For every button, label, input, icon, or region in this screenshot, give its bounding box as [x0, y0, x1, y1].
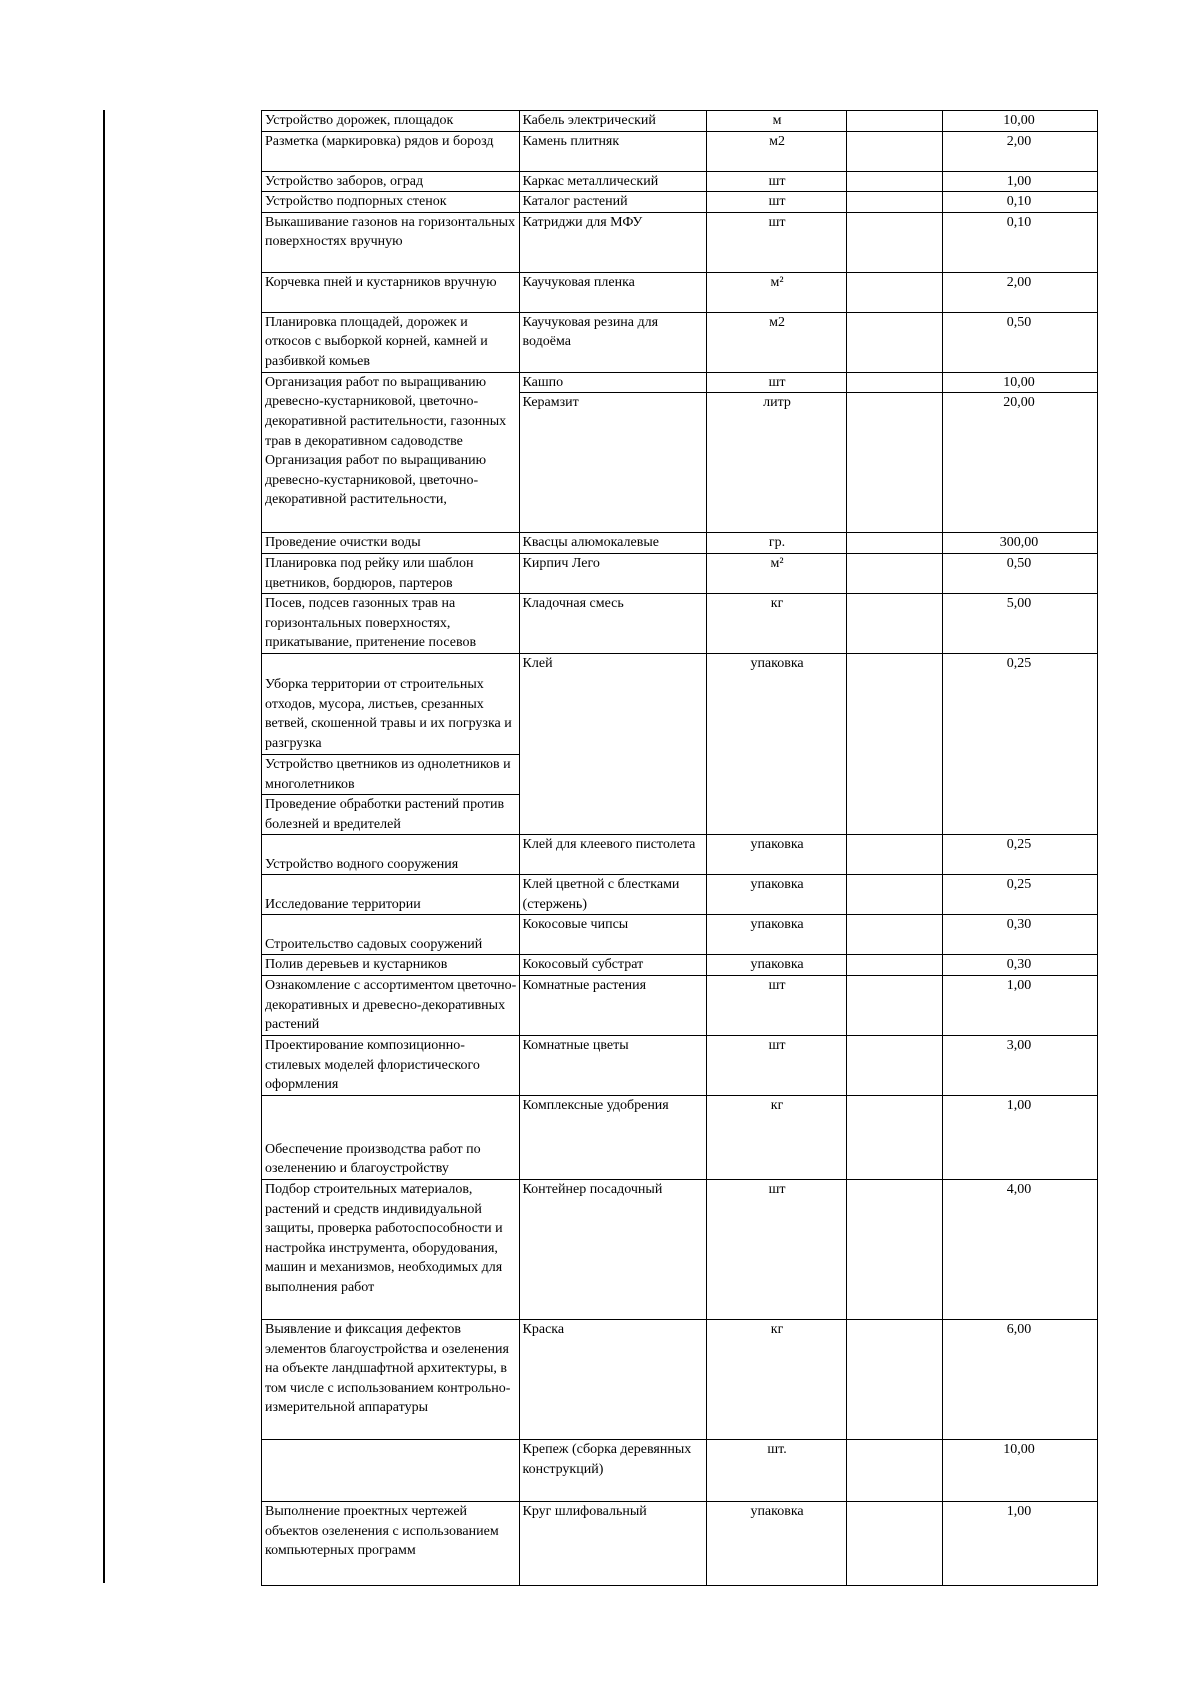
material-cell: Кашпо [519, 372, 706, 393]
qty-cell: 10,00 [943, 111, 1098, 132]
unit-cell: кг [706, 1095, 847, 1179]
work-cell: Исследование территории [262, 875, 520, 915]
materials-table-wrapper [261, 110, 1098, 1586]
material-cell: Каталог растений [519, 192, 706, 213]
material-cell: Крепеж (сборка деревянных конструкций) [519, 1439, 706, 1501]
qty-cell: 5,00 [943, 594, 1098, 654]
qty-cell: 0,25 [943, 835, 1098, 875]
empty-cell [847, 594, 943, 654]
unit-cell: шт [706, 212, 847, 272]
work-cell: Выкашивание газонов на горизонтальных поверхностях вручную [262, 212, 520, 272]
table-row [262, 1501, 1098, 1585]
table-row [262, 111, 1098, 132]
margin-line [103, 110, 105, 1583]
material-cell: Комплексные удобрения [519, 1095, 706, 1179]
table-row [262, 654, 1098, 835]
empty-cell [847, 875, 943, 915]
empty-cell [847, 1179, 943, 1319]
material-cell: Камень плитняк [519, 131, 706, 171]
material-cell: Каучуковая резина для водоёма [519, 312, 706, 372]
qty-cell: 0,30 [943, 955, 1098, 976]
material-cell: Краска [519, 1319, 706, 1439]
work-cell: Устройство заборов, оград [262, 171, 520, 192]
qty-cell: 20,00 [943, 393, 1098, 533]
table-row [262, 533, 1098, 554]
qty-cell: 3,00 [943, 1035, 1098, 1095]
material-cell: Клей [519, 654, 706, 835]
empty-cell [847, 915, 943, 955]
work-cell [262, 372, 520, 533]
empty-cell [847, 212, 943, 272]
empty-cell [847, 393, 943, 533]
unit-cell: гр. [706, 533, 847, 554]
table-row [262, 835, 1098, 875]
unit-cell: шт [706, 372, 847, 393]
table-row [262, 875, 1098, 915]
work-text-extra: Организация работ по выращиванию древесно-кустарниковой, цветочно-декоративной растительности, [265, 453, 487, 508]
table-row [262, 1035, 1098, 1095]
material-cell: Круг шлифовальный [519, 1501, 706, 1585]
work-cell: Ознакомление с ассортиментом цветочно-декоративных и древесно-декоративных растений [262, 975, 520, 1035]
qty-cell: 0,25 [943, 875, 1098, 915]
work-cell: Выполнение проектных чертежей объектов озеленения с использованием компьютерных программ [262, 1501, 520, 1585]
qty-cell: 1,00 [943, 1095, 1098, 1179]
unit-cell: шт [706, 1179, 847, 1319]
unit-cell: литр [706, 393, 847, 533]
materials-table [261, 110, 1098, 1586]
empty-cell [847, 312, 943, 372]
unit-cell: м² [706, 553, 847, 593]
empty-cell [847, 835, 943, 875]
unit-cell: упаковка [706, 915, 847, 955]
unit-cell: м [706, 111, 847, 132]
empty-cell [847, 111, 943, 132]
table-row [262, 1319, 1098, 1439]
work-cell: Проектирование композиционно-стилевых моделей флористического оформления [262, 1035, 520, 1095]
table-row [262, 372, 1098, 393]
unit-cell: упаковка [706, 1501, 847, 1585]
unit-cell: шт. [706, 1439, 847, 1501]
empty-cell [847, 171, 943, 192]
table-row [262, 312, 1098, 372]
work-cell: Обеспечение производства работ по озеленению и благоустройству [262, 1095, 520, 1179]
empty-cell [847, 1095, 943, 1179]
table-row [262, 192, 1098, 213]
qty-cell: 1,00 [943, 975, 1098, 1035]
material-cell: Каркас металлический [519, 171, 706, 192]
empty-cell [847, 131, 943, 171]
empty-cell [847, 1439, 943, 1501]
material-cell: Комнатные растения [519, 975, 706, 1035]
table-row [262, 1179, 1098, 1319]
work-cell: Планировка площадей, дорожек и откосов с выборкой корней, камней и разбивкой комьев [262, 312, 520, 372]
unit-cell: упаковка [706, 875, 847, 915]
qty-cell: 0,10 [943, 212, 1098, 272]
work-cell: Планировка под рейку или шаблон цветников, бордюров, партеров [262, 553, 520, 593]
qty-cell: 4,00 [943, 1179, 1098, 1319]
unit-cell: шт [706, 1035, 847, 1095]
work-cell [262, 1439, 520, 1501]
table-row [262, 955, 1098, 976]
qty-cell: 1,00 [943, 1501, 1098, 1585]
work-text: Устройство цветников из однолетников и многолетников [262, 754, 519, 794]
unit-cell: кг [706, 594, 847, 654]
empty-cell [847, 1501, 943, 1585]
material-cell: Комнатные цветы [519, 1035, 706, 1095]
work-cell: Подбор строительных материалов, растений и средств индивидуальной защиты, проверка работоспособности и настройка инструмента, оборудования, машин и механизмов, необходимых для выполнения работ [262, 1179, 520, 1319]
qty-cell: 300,00 [943, 533, 1098, 554]
work-cell: Устройство водного сооружения [262, 835, 520, 875]
material-cell: Клей цветной с блестками (стержень) [519, 875, 706, 915]
unit-cell: м2 [706, 131, 847, 171]
table-row [262, 131, 1098, 171]
material-cell: Каучуковая пленка [519, 272, 706, 312]
material-cell: Кладочная смесь [519, 594, 706, 654]
work-cell: Проведение очистки воды [262, 533, 520, 554]
work-cell: Полив деревьев и кустарников [262, 955, 520, 976]
qty-cell: 2,00 [943, 272, 1098, 312]
work-text: Организация работ по выращиванию древесно-кустарниковой, цветочно-декоративной растительности, газонных трав в декоративном садоводстве [265, 374, 507, 449]
unit-cell: шт [706, 192, 847, 213]
unit-cell: кг [706, 1319, 847, 1439]
table-row [262, 915, 1098, 955]
empty-cell [847, 272, 943, 312]
qty-cell: 2,00 [943, 131, 1098, 171]
empty-cell [847, 1319, 943, 1439]
table-row [262, 1439, 1098, 1501]
table-row [262, 975, 1098, 1035]
material-cell: Керамзит [519, 393, 706, 533]
work-text: Уборка территории от строительных отходов, мусора, листьев, срезанных ветвей, скошенной травы и их погрузка и разгрузка [265, 677, 512, 751]
table-row [262, 1095, 1098, 1179]
empty-cell [847, 372, 943, 393]
work-cell: Строительство садовых сооружений [262, 915, 520, 955]
qty-cell: 0,50 [943, 553, 1098, 593]
qty-cell: 0,10 [943, 192, 1098, 213]
qty-cell: 0,30 [943, 915, 1098, 955]
material-cell: Кокосовые чипсы [519, 915, 706, 955]
material-cell: Катриджи для МФУ [519, 212, 706, 272]
work-cell: Устройство подпорных стенок [262, 192, 520, 213]
empty-cell [847, 1035, 943, 1095]
unit-cell: шт [706, 171, 847, 192]
work-cell: Устройство дорожек, площадок [262, 111, 520, 132]
qty-cell: 0,50 [943, 312, 1098, 372]
qty-cell: 6,00 [943, 1319, 1098, 1439]
work-cell: Посев, подсев газонных трав на горизонтальных поверхностях, прикатывание, притенение посевов [262, 594, 520, 654]
table-row [262, 553, 1098, 593]
table-row [262, 212, 1098, 272]
table-row [262, 171, 1098, 192]
work-cell [262, 654, 520, 835]
qty-cell: 10,00 [943, 372, 1098, 393]
material-cell: Контейнер посадочный [519, 1179, 706, 1319]
table-row [262, 594, 1098, 654]
material-cell: Кокосовый субстрат [519, 955, 706, 976]
unit-cell: упаковка [706, 654, 847, 835]
unit-cell: м2 [706, 312, 847, 372]
unit-cell: шт [706, 975, 847, 1035]
empty-cell [847, 553, 943, 593]
qty-cell: 10,00 [943, 1439, 1098, 1501]
qty-cell: 1,00 [943, 171, 1098, 192]
material-cell: Клей для клеевого пистолета [519, 835, 706, 875]
work-cell: Корчевка пней и кустарников вручную [262, 272, 520, 312]
empty-cell [847, 533, 943, 554]
empty-cell [847, 955, 943, 976]
unit-cell: упаковка [706, 835, 847, 875]
work-cell: Выявление и фиксация дефектов элементов благоустройства и озеленения на объекте ландшафтной архитектуры, в том числе с использованием контрольно-измерительной аппаратуры [262, 1319, 520, 1439]
unit-cell: м² [706, 272, 847, 312]
material-cell: Квасцы алюмокалевые [519, 533, 706, 554]
empty-cell [847, 654, 943, 835]
material-cell: Кирпич Лего [519, 553, 706, 593]
table-row [262, 272, 1098, 312]
qty-cell: 0,25 [943, 654, 1098, 835]
material-cell: Кабель электрический [519, 111, 706, 132]
unit-cell: упаковка [706, 955, 847, 976]
empty-cell [847, 192, 943, 213]
work-cell: Разметка (маркировка) рядов и борозд [262, 131, 520, 171]
empty-cell [847, 975, 943, 1035]
work-text: Проведение обработки растений против болезней и вредителей [262, 794, 519, 834]
